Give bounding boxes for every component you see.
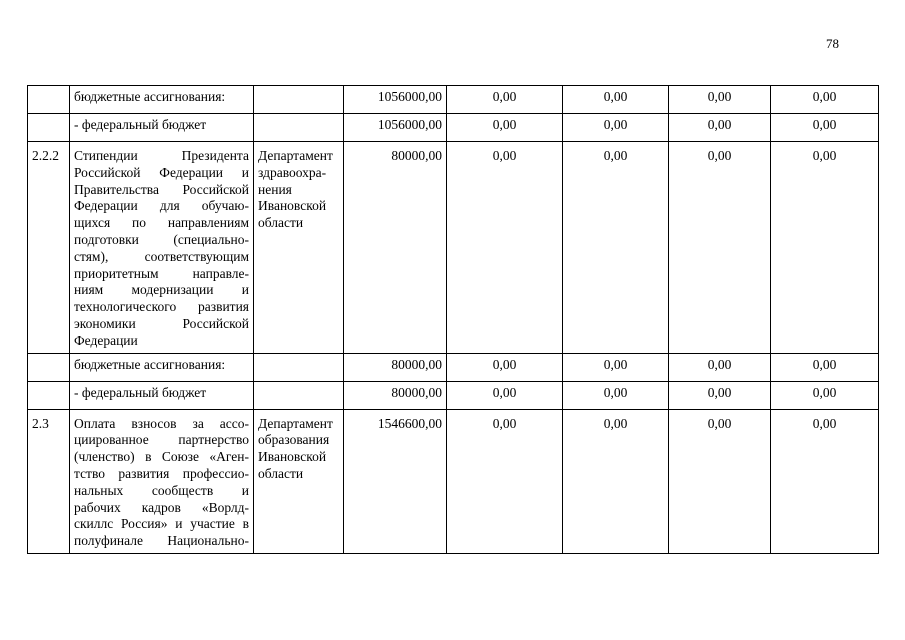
row-department — [254, 409, 344, 553]
row-value-3: 0,00 — [669, 114, 771, 142]
cell-line: Ивановской — [258, 449, 327, 465]
row-amount: 80000,00 — [344, 381, 447, 409]
row-value-4: 0,00 — [771, 353, 879, 381]
row-value-4: 0,00 — [771, 409, 879, 553]
cell-line: рабочих кадров «Ворлд- — [74, 499, 249, 515]
cell-line: подготовки (специально- — [74, 231, 249, 247]
row-value-4: 0,00 — [771, 86, 879, 114]
cell-line: Российской Федерации и — [74, 164, 249, 180]
row-value-1: 0,00 — [447, 86, 563, 114]
row-value-2: 0,00 — [563, 353, 669, 381]
cell-line: стям), соответствующим — [74, 248, 249, 264]
budget-table — [27, 85, 879, 554]
table-row — [28, 114, 879, 142]
row-name: бюджетные ассигнования: — [70, 353, 254, 381]
row-number: 2.3 — [28, 409, 70, 553]
row-department — [254, 86, 344, 114]
row-amount: 80000,00 — [344, 353, 447, 381]
row-number — [28, 114, 70, 142]
row-amount: 1546600,00 — [344, 409, 447, 553]
page-number: 78 — [826, 36, 839, 51]
row-name: - федеральный бюджет — [70, 114, 254, 142]
table-row — [28, 381, 879, 409]
row-name-lines — [74, 416, 249, 550]
row-name — [70, 409, 254, 553]
table-row — [28, 353, 879, 381]
cell-line: Департамент — [258, 148, 333, 163]
cell-line: нальных сообществ и — [74, 482, 249, 498]
table-row — [28, 409, 879, 553]
cell-line: (членство) в Союзе «Аген- — [74, 449, 249, 465]
cell-line: здравоохра- — [258, 164, 327, 180]
cell-line: тство развития профессио- — [74, 465, 249, 481]
cell-line: полуфинале Национально- — [74, 533, 249, 549]
row-value-2: 0,00 — [563, 409, 669, 553]
row-amount: 80000,00 — [344, 142, 447, 354]
cell-line: образования — [258, 432, 330, 448]
row-number — [28, 353, 70, 381]
cell-line: щихся по направлениям — [74, 215, 249, 231]
cell-line: нения — [258, 181, 292, 197]
row-department-lines — [258, 416, 339, 483]
cell-line: Ивановской — [258, 198, 327, 214]
row-value-2: 0,00 — [563, 86, 669, 114]
cell-line: экономики Российской — [74, 315, 249, 331]
row-value-2: 0,00 — [563, 381, 669, 409]
cell-line: приоритетным направле- — [74, 265, 249, 281]
row-value-3: 0,00 — [669, 353, 771, 381]
row-department — [254, 353, 344, 381]
row-value-1: 0,00 — [447, 114, 563, 142]
cell-line: циированное партнерство — [74, 432, 249, 448]
row-value-3: 0,00 — [669, 381, 771, 409]
row-number — [28, 381, 70, 409]
cell-line: Стипендии Президента — [74, 148, 249, 163]
row-amount: 1056000,00 — [344, 86, 447, 114]
cell-line: технологического развития — [74, 299, 249, 315]
cell-line: области — [258, 215, 304, 231]
row-name-lines — [74, 148, 249, 350]
row-value-4: 0,00 — [771, 114, 879, 142]
row-department — [254, 114, 344, 142]
row-value-2: 0,00 — [563, 114, 669, 142]
cell-line: скиллс Россия» и участие в — [74, 516, 249, 532]
row-value-1: 0,00 — [447, 142, 563, 354]
row-value-1: 0,00 — [447, 409, 563, 553]
row-name: - федеральный бюджет — [70, 381, 254, 409]
cell-line: Департамент — [258, 415, 333, 431]
cell-line: Федерации для обучаю- — [74, 198, 249, 214]
row-name: бюджетные ассигнования: — [70, 86, 254, 114]
row-department — [254, 381, 344, 409]
row-department — [254, 142, 344, 354]
row-value-3: 0,00 — [669, 142, 771, 354]
row-number — [28, 86, 70, 114]
cell-line: области — [258, 465, 304, 481]
row-value-3: 0,00 — [669, 86, 771, 114]
row-value-1: 0,00 — [447, 353, 563, 381]
cell-line: Правительства Российской — [74, 181, 249, 197]
row-amount: 1056000,00 — [344, 114, 447, 142]
row-value-1: 0,00 — [447, 381, 563, 409]
row-department-lines — [258, 148, 339, 232]
cell-line: Федерации — [74, 332, 138, 348]
row-value-3: 0,00 — [669, 409, 771, 553]
table-row — [28, 142, 879, 354]
cell-line: Оплата взносов за ассо- — [74, 415, 249, 431]
row-number: 2.2.2 — [28, 142, 70, 354]
table-row — [28, 86, 879, 114]
row-value-4: 0,00 — [771, 142, 879, 354]
row-value-4: 0,00 — [771, 381, 879, 409]
cell-line: ниям модернизации и — [74, 282, 249, 298]
row-name — [70, 142, 254, 354]
row-value-2: 0,00 — [563, 142, 669, 354]
